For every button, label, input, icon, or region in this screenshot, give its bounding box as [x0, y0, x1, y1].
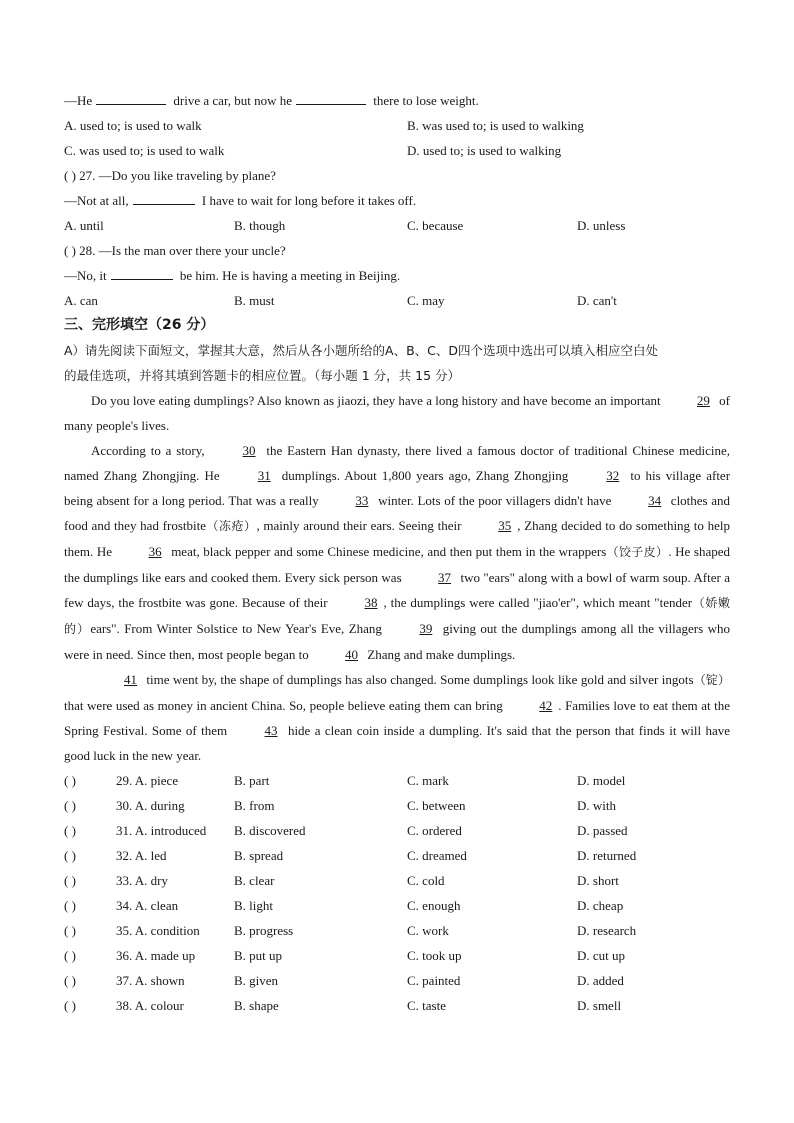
answer-paren: ( ) [64, 773, 76, 788]
option-d: D. model [577, 773, 626, 788]
option-a: A. can [64, 293, 98, 308]
passage-paragraph-3: 41 time went by, the shape of dumplings has also changed. Some dumplings look like gold and silver ingots（锭）that were used as money in ancient China. So, people believe eating them can bring 42 . Families love to eat them at the Spring Festival. Some of them 43 hide a clean coin inside a dumpling. It's said that the person that finds it will have good luck in the new year. [64, 667, 730, 768]
option-d: D. short [577, 873, 619, 888]
question-row [64, 843, 730, 868]
q27-stem: ( ) 27. —Do you like traveling by plane? [64, 168, 276, 183]
q28-stem: ( ) 28. —Is the man over there your uncle? [64, 243, 286, 258]
option-b: B. light [234, 898, 274, 913]
answer-paren: ( ) [64, 243, 76, 258]
question-number [64, 993, 184, 1018]
blank-34: 34 [648, 493, 662, 508]
option-a: 38. A. colour [116, 998, 184, 1013]
passage-paragraph-1: Do you love eating dumplings? Also known as jiaozi, they have a long history and have become an important 29 of many people's lives. [64, 388, 730, 438]
option-d: D. used to; is used to walking [407, 143, 562, 158]
option-b: B. clear [234, 873, 275, 888]
option-b: B. given [234, 973, 279, 988]
q28-line2: —No, it be him. He is having a meeting in Beijing. [64, 263, 730, 288]
option-d: D. added [577, 973, 624, 988]
blank-39: 39 [419, 621, 433, 636]
section-instruction: A）请先阅读下面短文，掌握其大意，然后从各小题所给的A、B、C、D四个选项中选出可以填入相应空白处 的最佳选项，并将其填到答题卡的相应位置。（每小题 1 分，共 15 分） [64, 343, 659, 383]
option-a: 37. A. shown [116, 973, 185, 988]
q26-options-row2 [64, 138, 730, 163]
exam-page [64, 88, 730, 1018]
option-a: 33. A. dry [116, 873, 168, 888]
answer-paren: ( ) [64, 923, 76, 938]
option-c: C. ordered [407, 823, 462, 838]
answer-paren: ( ) [64, 898, 76, 913]
question-row [64, 818, 730, 843]
question-number [64, 843, 167, 868]
option-d: D. cheap [577, 898, 624, 913]
option-d: D. research [577, 923, 637, 938]
blank-33: 33 [355, 493, 369, 508]
answer-paren: ( ) [64, 798, 76, 813]
blank-36: 36 [148, 544, 162, 559]
q27-line2: —Not at all, I have to wait for long before it takes off. [64, 188, 730, 213]
answer-paren: ( ) [64, 948, 76, 963]
option-c: C. dreamed [407, 848, 467, 863]
option-b: B. though [234, 218, 286, 233]
option-d: D. smell [577, 998, 622, 1013]
q28-options [64, 288, 730, 313]
blank-32: 32 [606, 468, 620, 483]
blank-41: 41 [124, 672, 137, 687]
question-number [64, 918, 200, 943]
q26-options-row1 [64, 113, 730, 138]
passage-paragraph-2: According to a story, 30 the Eastern Han dynasty, there lived a famous doctor of traditional Chinese medicine, named Zhang Zhongjing. He 31 dumplings. About 1,800 years ago, Zhang Zhongjing 32 to his village after being absent for a long period. That was a really 33 winter. Lots of the poor villagers didn't have 34 clothes and food and they had frostbite（冻疮）, mainly around their ears. Seeing their 35 , Zhang decided to do something to help them. He 36 meat, black pepper and some Chinese medicine, and then put them in the wrappers（饺子皮）. He shaped the dumplings like ears and cooked them. Every sick person was 37 two "ears" along with a bowl of warm soup. After a few days, the frostbite was gone. Because of their 38 , the dumplings were called "jiao'er", which meant "tender（娇嫩的）ears". From Winter Solstice to New Year's Eve, Zhang 39 giving out the dumplings among all the villagers who were in need. Since then, most people began to 40 Zhang and make dumplings. [64, 438, 730, 667]
question-number [64, 968, 185, 993]
option-b: B. discovered [234, 823, 306, 838]
option-d: D. returned [577, 848, 637, 863]
option-c: C. mark [407, 773, 449, 788]
blank-31: 31 [257, 468, 271, 483]
option-b: B. spread [234, 848, 284, 863]
answer-paren: ( ) [64, 848, 76, 863]
option-d: D. can't [577, 293, 617, 308]
answer-blank [133, 190, 195, 205]
option-b: B. shape [234, 998, 279, 1013]
question-row [64, 993, 730, 1018]
option-c: C. enough [407, 898, 461, 913]
option-a: 35. A. condition [116, 923, 200, 938]
blank-42: 42 [539, 698, 553, 713]
question-row [64, 793, 730, 818]
option-c: C. was used to; is used to walk [64, 143, 225, 158]
option-a: 30. A. during [116, 798, 185, 813]
question-row [64, 968, 730, 993]
blank-29: 29 [696, 393, 710, 408]
option-a: A. used to; is used to walk [64, 118, 202, 133]
question-number [64, 943, 195, 968]
blank-40: 40 [345, 647, 359, 662]
answer-paren: ( ) [64, 998, 76, 1013]
option-a: 36. A. made up [116, 948, 196, 963]
option-b: B. progress [234, 923, 294, 938]
option-c: C. took up [407, 948, 462, 963]
option-b: B. put up [234, 948, 283, 963]
option-a: 34. A. clean [116, 898, 179, 913]
option-b: B. was used to; is used to walking [407, 118, 584, 133]
option-b: B. part [234, 773, 270, 788]
answer-paren: ( ) [64, 168, 76, 183]
question-number [64, 768, 178, 793]
option-c: C. may [407, 293, 445, 308]
option-c: C. taste [407, 998, 446, 1013]
option-c: C. between [407, 798, 466, 813]
question-row [64, 768, 730, 793]
question-list [64, 768, 730, 1018]
question-number [64, 818, 206, 843]
option-c: C. cold [407, 873, 445, 888]
answer-blank [296, 90, 366, 105]
option-a: 31. A. introduced [116, 823, 207, 838]
question-row [64, 918, 730, 943]
option-d: D. passed [577, 823, 628, 838]
blank-35: 35 [498, 518, 512, 533]
question-row [64, 868, 730, 893]
blank-30: 30 [242, 443, 256, 458]
q26-stem-line: —He drive a car, but now he there to lose weight. [64, 88, 730, 113]
option-a: A. until [64, 218, 104, 233]
blank-37: 37 [438, 570, 452, 585]
question-row [64, 893, 730, 918]
option-c: C. because [407, 218, 464, 233]
option-c: C. work [407, 923, 449, 938]
option-b: B. must [234, 293, 275, 308]
blank-43: 43 [264, 723, 278, 738]
question-number [64, 793, 185, 818]
option-a: 29. A. piece [116, 773, 179, 788]
answer-paren: ( ) [64, 823, 76, 838]
blank-38: 38 [364, 595, 378, 610]
answer-blank [111, 265, 173, 280]
option-d: D. cut up [577, 948, 626, 963]
question-row [64, 943, 730, 968]
option-c: C. painted [407, 973, 461, 988]
option-b: B. from [234, 798, 275, 813]
option-d: D. unless [577, 218, 626, 233]
answer-blank [96, 90, 166, 105]
question-number [64, 893, 178, 918]
q27-options [64, 213, 730, 238]
answer-paren: ( ) [64, 873, 76, 888]
section-title: 三、完形填空（26 分） [64, 317, 215, 333]
question-number [64, 868, 168, 893]
answer-paren: ( ) [64, 973, 76, 988]
option-a: 32. A. led [116, 848, 167, 863]
option-d: D. with [577, 798, 616, 813]
